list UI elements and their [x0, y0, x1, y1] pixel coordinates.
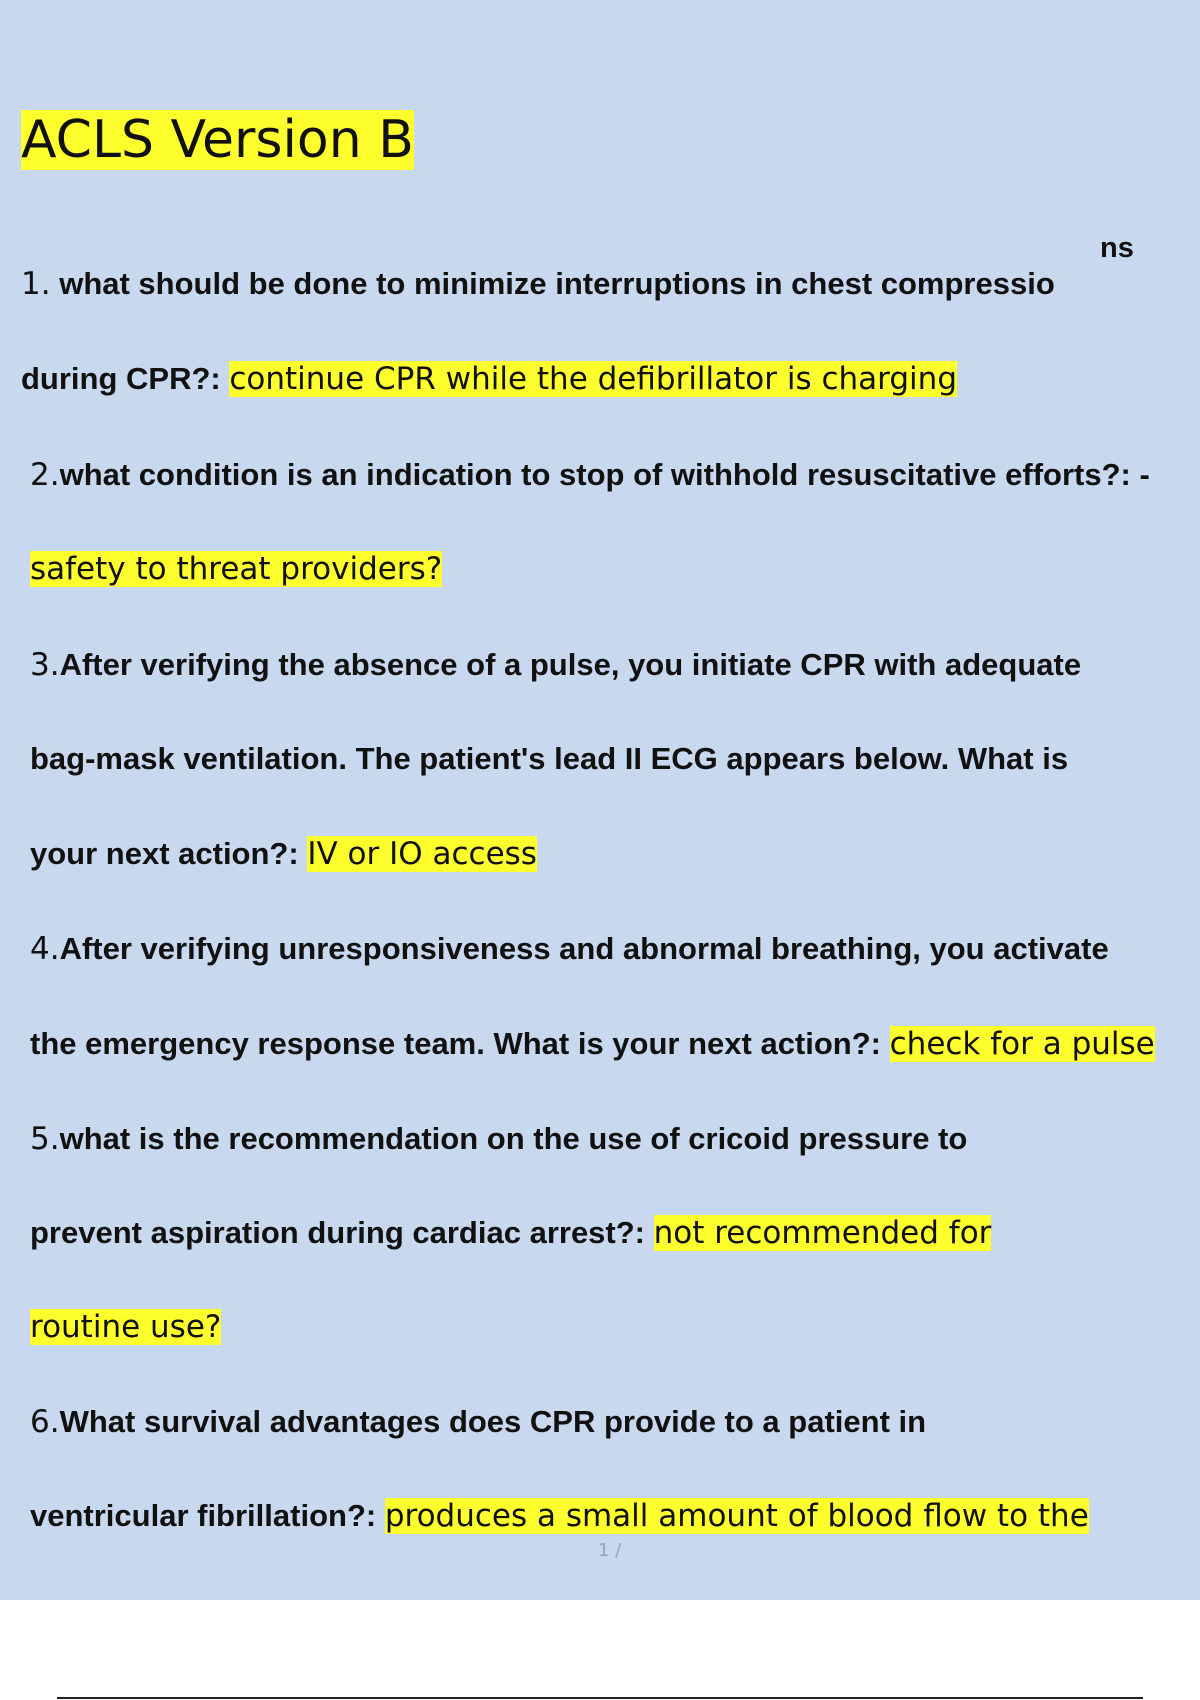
question-4-text: After verifying unresponsiveness and abnormal breathing, you activate [59, 931, 1109, 966]
question-1-answer: continue CPR while the defibrillator is charging [229, 361, 957, 397]
question-4-line-1 [30, 929, 1109, 969]
question-5-text-cont: prevent aspiration during cardiac arrest?: [30, 1215, 654, 1250]
question-6-line-2 [30, 1496, 1089, 1536]
document-title [21, 108, 414, 172]
question-3-text-cont: bag-mask ventilation. The patient's lead II ECG appears below. What is [30, 741, 1069, 776]
question-1-text-cont: during CPR?: [21, 361, 230, 396]
question-5-line-2 [30, 1213, 991, 1253]
question-5-text: what is the recommendation on the use of cricoid pressure to [59, 1121, 968, 1156]
footer-divider [57, 1697, 1143, 1699]
question-5-answer: not recommended for [653, 1215, 992, 1251]
question-4-number: 4. [30, 931, 60, 967]
question-2-answer: safety to threat providers? [30, 551, 443, 587]
question-6-number: 6. [30, 1404, 60, 1440]
question-4-line-2 [30, 1024, 1155, 1064]
question-3-line-2 [30, 739, 1068, 779]
question-1-number: 1. [21, 266, 51, 302]
question-5-answer-cont: routine use? [30, 1309, 222, 1345]
question-2-line-1 [30, 455, 1150, 495]
question-3-line-3 [30, 834, 537, 874]
question-3-number: 3. [30, 647, 60, 683]
question-6-line-1 [30, 1402, 926, 1442]
question-5-number: 5. [30, 1121, 60, 1157]
question-1-line-2 [21, 359, 957, 399]
question-2-text: what condition is an indication to stop of withhold resuscitative efforts?: - [59, 457, 1150, 492]
title-highlight: ACLS Version B [21, 110, 414, 170]
page-number: 1 / [598, 1540, 622, 1561]
question-1-line-1 [21, 264, 1055, 304]
question-6-answer: produces a small amount of blood flow to the [384, 1498, 1089, 1534]
question-6-text: What survival advantages does CPR provide to a patient in [59, 1404, 927, 1439]
question-2-line-2 [30, 549, 442, 589]
question-1-wrapped-fragment: ns [1100, 232, 1134, 264]
question-3-line-1 [30, 645, 1081, 685]
question-6-text-cont: ventricular fibrillation?: [30, 1498, 385, 1533]
question-5-line-3 [30, 1307, 221, 1347]
question-3-text-end: your next action?: [30, 836, 308, 871]
question-4-text-cont: the emergency response team. What is your next action?: [30, 1026, 890, 1061]
question-1-text: what should be done to minimize interruptions in chest compressio [59, 266, 1055, 301]
question-5-line-1 [30, 1119, 967, 1159]
question-3-text: After verifying the absence of a pulse, you initiate CPR with adequate [59, 647, 1082, 682]
question-2-number: 2. [30, 457, 60, 493]
question-3-answer: IV or IO access [307, 836, 537, 872]
question-4-answer: check for a pulse [889, 1026, 1155, 1062]
